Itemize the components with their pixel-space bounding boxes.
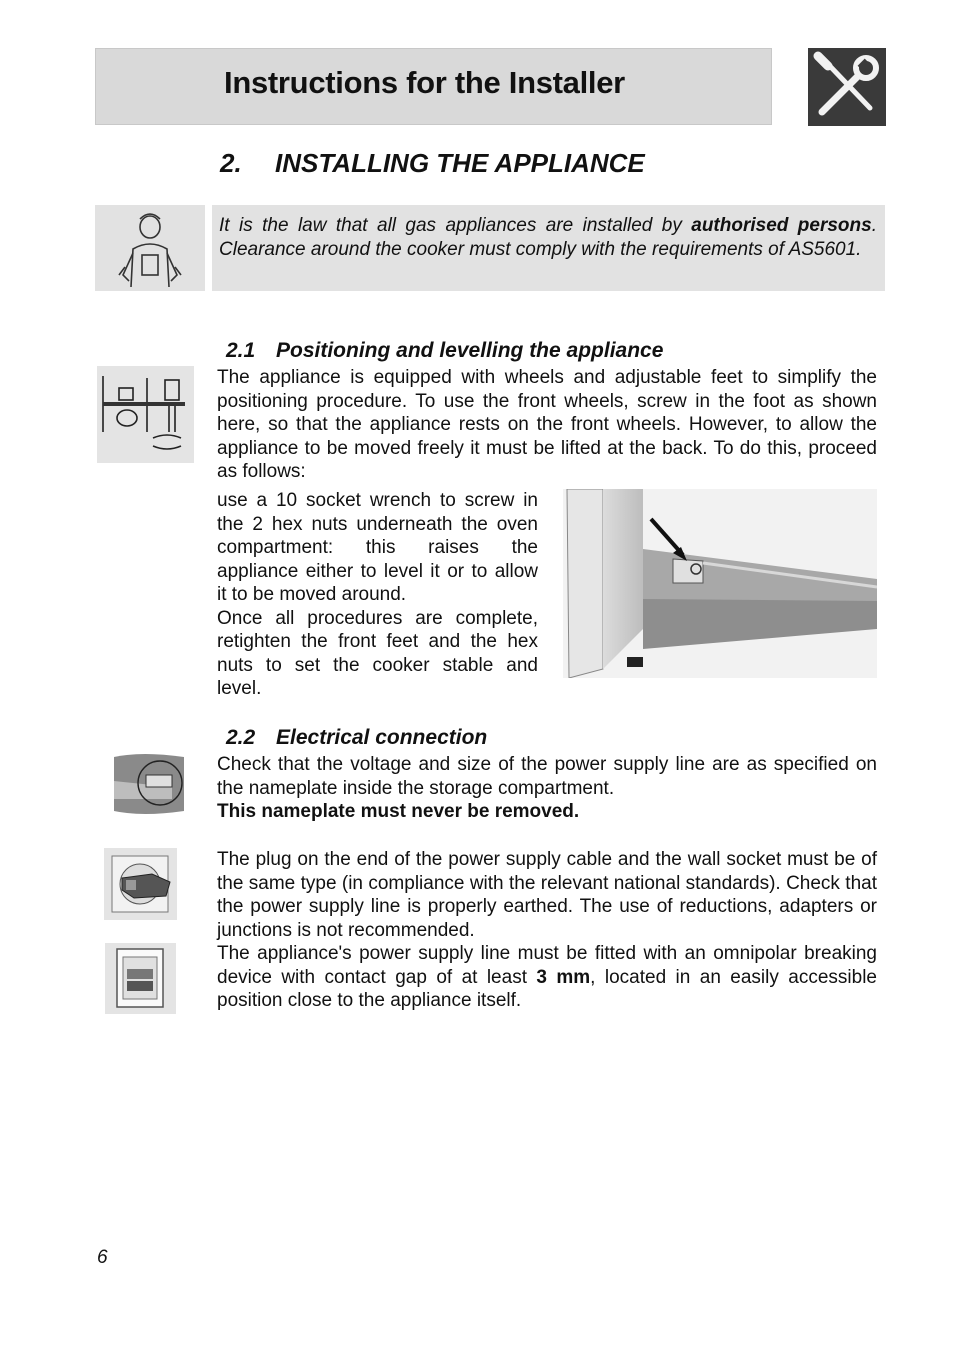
wrench-screwdriver-icon [808,48,886,126]
subsection-number: 2.1 [226,339,256,362]
wall-switch-icon [105,943,176,1014]
subsection-title-2-1 [226,339,663,363]
subsection-title-text: Positioning and levelling the appliance [276,339,664,362]
levelling-feet-icon [97,366,194,463]
breaking-device-paragraph [217,942,877,1013]
step-text-1: use a 10 socket wrench to screw in the 2 hex nuts underneath the oven compartment: this raises the appliance either to level it or to allow it to be moved around. [217,490,538,605]
voltage-text: Check that the voltage and size of the power supply line are as specified on the nameplate inside the storage compartment. [217,754,877,799]
plug-paragraph: The plug on the end of the power supply cable and the wall socket must be of the same type (in compliance with the relevant national standards). Check that the power supply line is properly earthed. The use of reductions, adapters or junctions is not recommended. [217,849,877,941]
notice-text-1: It is the law that all gas appliances are installed by [219,215,692,236]
nameplate-icon [112,751,188,817]
page-header-title: Instructions for the Installer [224,65,625,100]
section-title [220,148,645,179]
breaking-gap-value: 3 mm [536,966,591,988]
subsection-number: 2.2 [226,726,256,749]
notice-text-bold: authorised persons [691,215,872,236]
plug-socket-icon [104,848,177,920]
breaking-text-2: , located in an easily accessible position close to the appliance itself. [217,966,877,1011]
header-bar [95,48,772,125]
page-number: 6 [97,1247,108,1268]
levelling-steps [217,489,538,701]
oven-base-hex-nut-illustration [563,489,877,678]
subsection-title-2-2 [226,726,487,750]
positioning-paragraph: The appliance is equipped with wheels and adjustable feet to simplify the positioning procedure. To use the front wheels, screw in the foot as shown here, so that the appliance rests on the front wheels. However, to allow the appliance to be moved freely it must be lifted at the back. To do this, proceed as follows: [217,367,877,482]
installer-person-icon [95,205,205,291]
subsection-title-text: Electrical connection [276,726,488,749]
legal-notice [212,205,885,291]
section-number: 2. [220,148,242,178]
nameplate-warning: This nameplate must never be removed. [217,801,580,822]
notice-text-2: . Clearance around the cooker must comply with the requirements of AS5601. [219,215,877,260]
voltage-check-paragraph [217,753,877,824]
step-text-2: Once all procedures are complete, retighten the front feet and the hex nuts to set the cooker stable and level. [217,607,538,699]
section-title-text: INSTALLING THE APPLIANCE [275,148,645,178]
breaking-text-1: The appliance's power supply line must be fitted with an omnipolar breaking device with contact gap of at least [217,943,877,988]
